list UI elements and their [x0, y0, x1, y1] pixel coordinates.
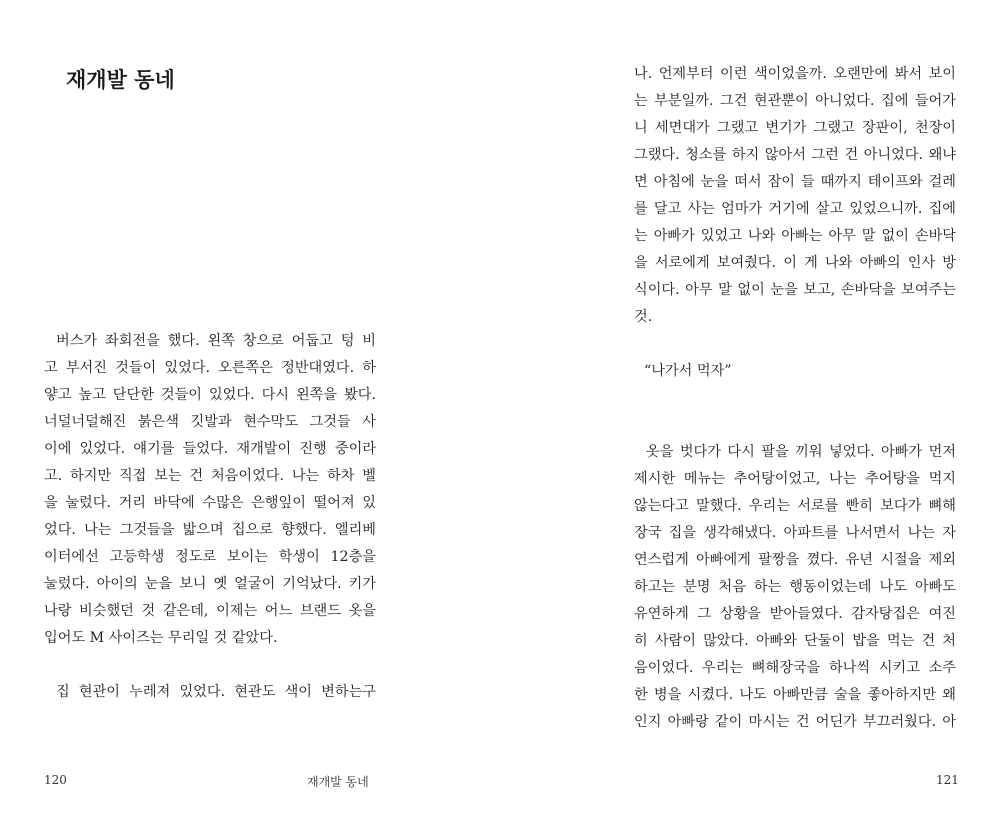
text-line: 히 사람이 많았다. 아빠와 단둘이 밥을 먹는 건 처 [634, 633, 956, 649]
text-line: 나랑 비슷했던 것 같은데, 이제는 어느 브랜드 옷을 [44, 603, 376, 619]
text-line: 않는다고 말했다. 우리는 서로를 빤히 보다가 뼈해 [634, 498, 956, 514]
page-number-left: 120 [44, 773, 67, 787]
text-line: 것. [634, 309, 653, 325]
text-line: 집 현관이 누레져 있었다. 현관도 색이 변하는구 [56, 684, 376, 700]
chapter-title: 재개발 동네 [66, 68, 175, 92]
left-body-text [44, 328, 376, 706]
text-line: 연스럽게 아빠에게 팔짱을 꼈다. 유년 시절을 제외 [634, 552, 956, 568]
paragraph-gap [634, 412, 956, 439]
paragraph-gap [44, 652, 376, 679]
text-line: 한 병을 시켰다. 나도 아빠만큼 술을 좋아하지만 왜 [634, 687, 956, 703]
text-line: 을 눌렀다. 거리 바닥에 수많은 은행잎이 떨어져 있 [44, 495, 376, 511]
dialogue-line: “나가서 먹자” [644, 363, 732, 379]
paragraph-gap [634, 385, 956, 412]
text-line: 나. 언제부터 이런 색이었을까. 오랜만에 봐서 보이 [634, 66, 956, 82]
text-line: 옷을 벗다가 다시 팔을 끼워 넣었다. 아빠가 먼저 [646, 444, 956, 460]
text-line: 면 아침에 눈을 떠서 잠이 들 때까지 테이프와 걸레 [634, 174, 956, 190]
text-line: 장국 집을 생각해냈다. 아파트를 나서면서 나는 자 [634, 525, 956, 541]
text-line: 를 달고 사는 엄마가 거기에 살고 있었으니까. 집에 [634, 201, 956, 217]
text-line: 눌렀다. 아이의 눈을 보니 옛 얼굴이 기억났다. 키가 [44, 576, 376, 592]
text-line: 을 서로에게 보여줬다. 이 게 나와 아빠의 인사 방 [634, 255, 956, 271]
text-line: 이에 있었다. 얘기를 들었다. 재개발이 진행 중이라 [44, 441, 376, 457]
text-line: 얗고 높고 단단한 것들이 있었다. 다시 왼쪽을 봤다. [44, 387, 376, 403]
text-line: 하고는 분명 처음 하는 행동이었는데 나도 아빠도 [634, 579, 956, 595]
right-page [500, 0, 1000, 832]
text-line: 음이었다. 우리는 뼈해장국을 하나씩 시키고 소주 [634, 660, 956, 676]
text-line: 니 세면대가 그랬고 변기가 그랬고 장판이, 천장이 [634, 120, 956, 136]
text-line: 는 아빠가 있었고 나와 아빠는 아무 말 없이 손바닥 [634, 228, 956, 244]
text-line: 이터에선 고등학생 정도로 보이는 학생이 12층을 [44, 549, 376, 565]
text-line: 고 부서진 것들이 있었다. 오른쪽은 정반대였다. 하 [44, 360, 376, 376]
page-number-right: 121 [936, 773, 959, 787]
text-line: 인지 아빠랑 같이 마시는 건 어딘가 부끄러웠다. 아 [634, 714, 956, 730]
text-line: 그랬다. 청소를 하지 않아서 그런 건 아니었다. 왜냐 [634, 147, 956, 163]
text-line: 유연하게 그 상황을 받아들였다. 감자탕집은 여진 [634, 606, 956, 622]
paragraph-gap [634, 331, 956, 358]
running-head: 재개발 동네 [307, 775, 369, 789]
text-line: 입어도 M 사이즈는 무리일 것 같았다. [44, 630, 278, 646]
text-line: 고. 하지만 직접 보는 건 처음이었다. 나는 하차 벨 [44, 468, 376, 484]
right-body-text [634, 61, 956, 736]
text-line: 는 부분일까. 그건 현관뿐이 아니었다. 집에 들어가 [634, 93, 956, 109]
text-line: 식이다. 아무 말 없이 눈을 보고, 손바닥을 보여주는 [634, 282, 956, 298]
text-line: 너덜너덜해진 붉은색 깃발과 현수막도 그것들 사 [44, 414, 376, 430]
text-line: 었다. 나는 그것들을 밟으며 집으로 향했다. 엘리베 [44, 522, 376, 538]
text-line: 제시한 메뉴는 추어탕이었고, 나는 추어탕을 먹지 [634, 471, 956, 487]
text-line: 버스가 좌회전을 했다. 왼쪽 창으로 어둡고 텅 비 [56, 333, 376, 349]
